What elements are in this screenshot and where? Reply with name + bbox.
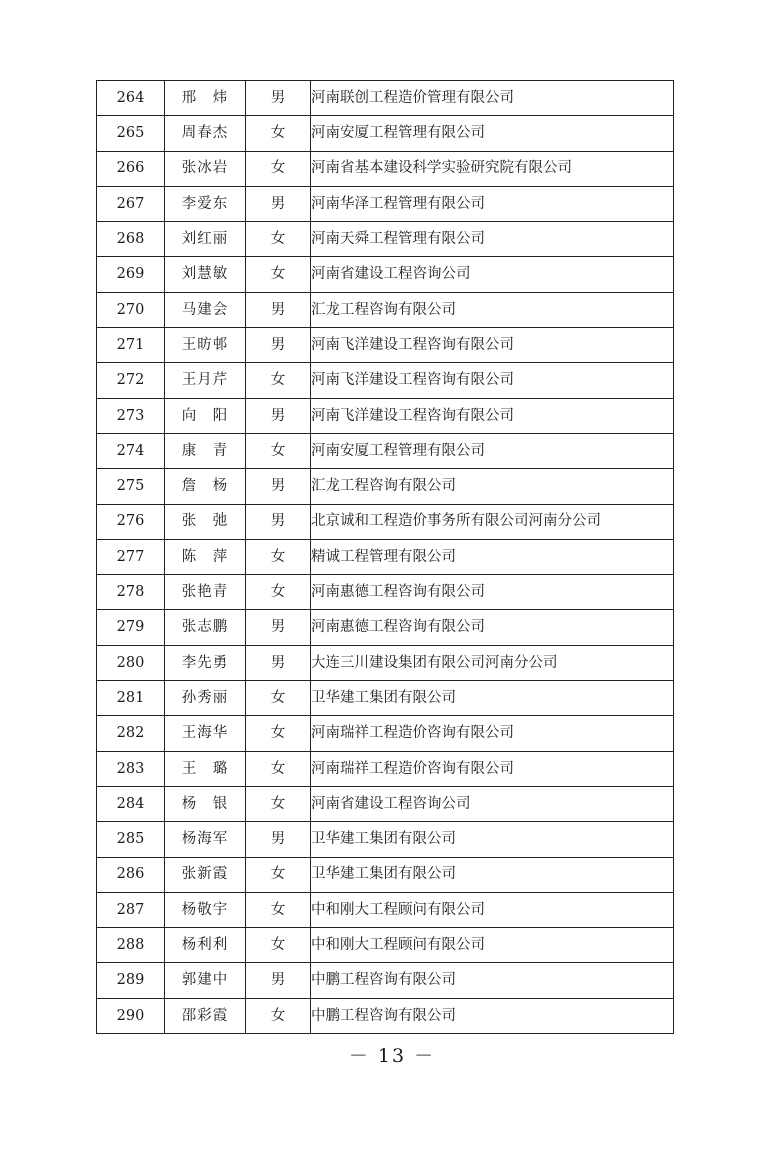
row-company: 河南省建设工程咨询公司 — [311, 786, 674, 821]
row-number: 265 — [97, 116, 165, 151]
row-gender: 男 — [246, 963, 311, 998]
row-number: 270 — [97, 292, 165, 327]
row-gender: 女 — [246, 786, 311, 821]
row-company: 河南飞洋建设工程咨询有限公司 — [311, 363, 674, 398]
row-gender: 女 — [246, 857, 311, 892]
row-name: 杨海军 — [165, 822, 246, 857]
row-gender: 女 — [246, 539, 311, 574]
table-row — [97, 81, 674, 116]
row-number: 275 — [97, 469, 165, 504]
table-row — [97, 716, 674, 751]
row-number: 286 — [97, 857, 165, 892]
row-company: 河南飞洋建设工程咨询有限公司 — [311, 328, 674, 363]
row-gender: 女 — [246, 716, 311, 751]
row-name: 张 弛 — [165, 504, 246, 539]
row-company: 汇龙工程咨询有限公司 — [311, 469, 674, 504]
row-name: 王海华 — [165, 716, 246, 751]
row-name: 周春杰 — [165, 116, 246, 151]
table-row — [97, 751, 674, 786]
row-name: 李爱东 — [165, 186, 246, 221]
row-number: 273 — [97, 398, 165, 433]
row-gender: 男 — [246, 822, 311, 857]
row-number: 283 — [97, 751, 165, 786]
page-number: － 13 － — [348, 1045, 436, 1067]
row-number: 285 — [97, 822, 165, 857]
table-row — [97, 963, 674, 998]
row-company: 河南瑞祥工程造价咨询有限公司 — [311, 716, 674, 751]
row-name: 李先勇 — [165, 645, 246, 680]
row-company: 河南天舜工程管理有限公司 — [311, 222, 674, 257]
row-company: 河南安厦工程管理有限公司 — [311, 116, 674, 151]
table-row — [97, 822, 674, 857]
row-company: 河南省建设工程咨询公司 — [311, 257, 674, 292]
row-gender: 女 — [246, 928, 311, 963]
row-number: 274 — [97, 433, 165, 468]
row-gender: 女 — [246, 681, 311, 716]
row-gender: 男 — [246, 81, 311, 116]
table-row — [97, 892, 674, 927]
row-number: 280 — [97, 645, 165, 680]
table-row — [97, 681, 674, 716]
row-gender: 男 — [246, 610, 311, 645]
row-number: 277 — [97, 539, 165, 574]
row-name: 刘红丽 — [165, 222, 246, 257]
row-gender: 男 — [246, 645, 311, 680]
row-company: 河南飞洋建设工程咨询有限公司 — [311, 398, 674, 433]
row-number: 276 — [97, 504, 165, 539]
row-number: 287 — [97, 892, 165, 927]
row-number: 290 — [97, 998, 165, 1033]
table-row — [97, 363, 674, 398]
row-gender: 女 — [246, 257, 311, 292]
table-row — [97, 151, 674, 186]
row-name: 张新霞 — [165, 857, 246, 892]
table-row — [97, 433, 674, 468]
row-gender: 女 — [246, 222, 311, 257]
row-company: 卫华建工集团有限公司 — [311, 857, 674, 892]
row-gender: 女 — [246, 116, 311, 151]
row-name: 张冰岩 — [165, 151, 246, 186]
row-number: 284 — [97, 786, 165, 821]
row-gender: 女 — [246, 433, 311, 468]
row-company: 河南惠德工程咨询有限公司 — [311, 610, 674, 645]
row-name: 康 青 — [165, 433, 246, 468]
row-name: 杨利利 — [165, 928, 246, 963]
row-gender: 男 — [246, 398, 311, 433]
row-gender: 女 — [246, 892, 311, 927]
row-company: 河南安厦工程管理有限公司 — [311, 433, 674, 468]
row-name: 邢 炜 — [165, 81, 246, 116]
row-name: 向 阳 — [165, 398, 246, 433]
row-company: 中鹏工程咨询有限公司 — [311, 963, 674, 998]
table-row — [97, 998, 674, 1033]
row-number: 266 — [97, 151, 165, 186]
table-row — [97, 328, 674, 363]
row-name: 王月芹 — [165, 363, 246, 398]
row-name: 马建会 — [165, 292, 246, 327]
row-company: 卫华建工集团有限公司 — [311, 822, 674, 857]
row-name: 王昉邨 — [165, 328, 246, 363]
row-number: 271 — [97, 328, 165, 363]
row-name: 詹 杨 — [165, 469, 246, 504]
row-company: 精诚工程管理有限公司 — [311, 539, 674, 574]
row-name: 杨 银 — [165, 786, 246, 821]
row-gender: 女 — [246, 998, 311, 1033]
table-row — [97, 292, 674, 327]
row-number: 278 — [97, 575, 165, 610]
row-gender: 女 — [246, 751, 311, 786]
table-row — [97, 504, 674, 539]
row-number: 267 — [97, 186, 165, 221]
table-row — [97, 575, 674, 610]
row-company: 河南惠德工程咨询有限公司 — [311, 575, 674, 610]
table-row — [97, 928, 674, 963]
table-row — [97, 257, 674, 292]
roster-table-body — [97, 81, 674, 1034]
row-company: 中和刚大工程顾问有限公司 — [311, 892, 674, 927]
row-company: 河南华泽工程管理有限公司 — [311, 186, 674, 221]
row-name: 刘慧敏 — [165, 257, 246, 292]
row-number: 269 — [97, 257, 165, 292]
row-number: 268 — [97, 222, 165, 257]
row-gender: 男 — [246, 469, 311, 504]
row-gender: 男 — [246, 504, 311, 539]
table-row — [97, 857, 674, 892]
table-row — [97, 786, 674, 821]
row-number: 272 — [97, 363, 165, 398]
table-row — [97, 645, 674, 680]
table-row — [97, 398, 674, 433]
roster-table — [96, 80, 674, 1034]
row-number: 288 — [97, 928, 165, 963]
table-row — [97, 610, 674, 645]
row-name: 杨敬宇 — [165, 892, 246, 927]
row-gender: 女 — [246, 363, 311, 398]
row-name: 邵彩霞 — [165, 998, 246, 1033]
row-name: 张志鹏 — [165, 610, 246, 645]
table-row — [97, 222, 674, 257]
table-row — [97, 469, 674, 504]
table-row — [97, 539, 674, 574]
table-row — [97, 116, 674, 151]
row-company: 汇龙工程咨询有限公司 — [311, 292, 674, 327]
row-company: 中和刚大工程顾问有限公司 — [311, 928, 674, 963]
row-name: 郭建中 — [165, 963, 246, 998]
row-gender: 男 — [246, 186, 311, 221]
row-name: 张艳青 — [165, 575, 246, 610]
row-number: 282 — [97, 716, 165, 751]
row-gender: 女 — [246, 575, 311, 610]
row-number: 281 — [97, 681, 165, 716]
row-gender: 男 — [246, 292, 311, 327]
row-gender: 男 — [246, 328, 311, 363]
row-company: 河南省基本建设科学实验研究院有限公司 — [311, 151, 674, 186]
row-gender: 女 — [246, 151, 311, 186]
row-company: 大连三川建设集团有限公司河南分公司 — [311, 645, 674, 680]
row-name: 孙秀丽 — [165, 681, 246, 716]
table-row — [97, 186, 674, 221]
row-company: 中鹏工程咨询有限公司 — [311, 998, 674, 1033]
row-number: 289 — [97, 963, 165, 998]
row-name: 陈 萍 — [165, 539, 246, 574]
row-company: 北京诚和工程造价事务所有限公司河南分公司 — [311, 504, 674, 539]
row-company: 河南瑞祥工程造价咨询有限公司 — [311, 751, 674, 786]
row-number: 279 — [97, 610, 165, 645]
row-number: 264 — [97, 81, 165, 116]
row-company: 卫华建工集团有限公司 — [311, 681, 674, 716]
row-name: 王 璐 — [165, 751, 246, 786]
row-company: 河南联创工程造价管理有限公司 — [311, 81, 674, 116]
